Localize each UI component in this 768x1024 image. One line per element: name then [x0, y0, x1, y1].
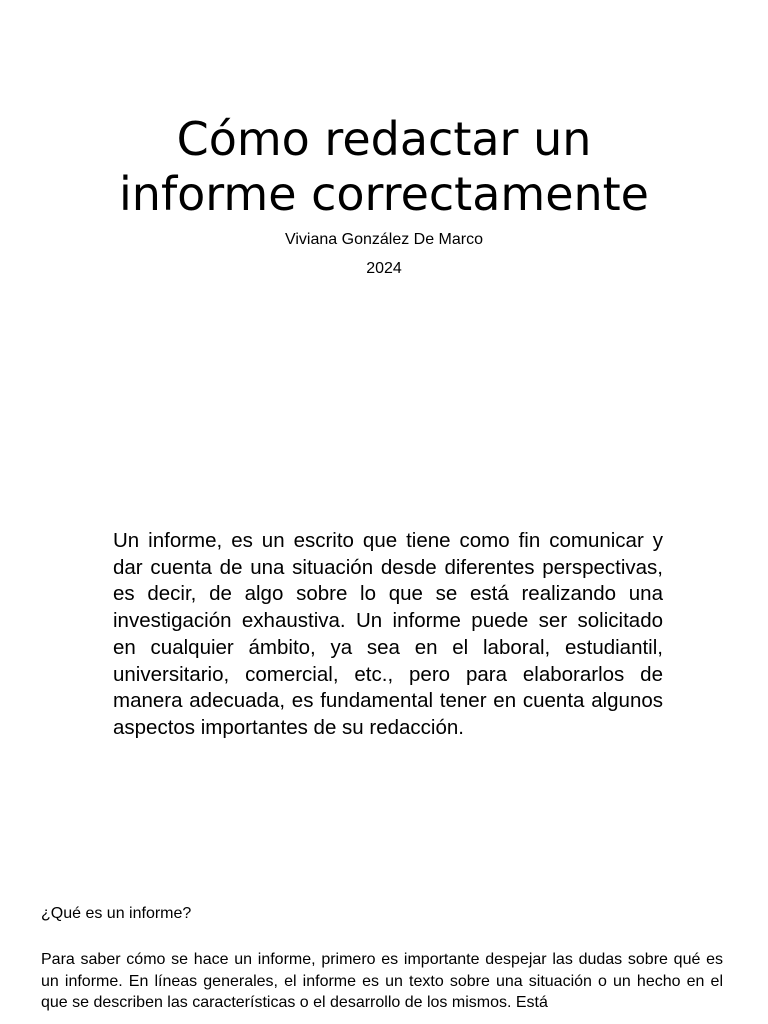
- document-title: [84, 112, 684, 222]
- section-heading: ¿Qué es un informe?: [41, 905, 192, 922]
- document-title-line-2: informe correctamente: [119, 167, 649, 221]
- author-name: Viviana González De Marco: [284, 231, 484, 248]
- publication-year: 2024: [366, 260, 402, 277]
- document-title-line-1: Cómo redactar un: [176, 112, 592, 166]
- abstract-paragraph: Un informe, es un escrito que tiene como fin comunicar y dar cuenta de una situación desde diferentes perspectivas, es decir, de algo sobre lo que se está realizando una investigación exhaustiva. Un informe puede ser solicitado en cualquier ámbito, ya sea en el laboral, estudiantil, universitario, comercial, etc., pero para elaborarlos de manera adecuada, es fundamental tener en cuenta algunos aspectos importantes de su redacción.: [113, 529, 663, 739]
- section-body-paragraph: Para saber cómo se hace un informe, primero es importante despejar las dudas sobre qué es un informe. En líneas generales, el informe es un texto sobre una situación o un hecho en el que se describen las características o el desarrollo de los mismos. Está: [41, 951, 723, 1011]
